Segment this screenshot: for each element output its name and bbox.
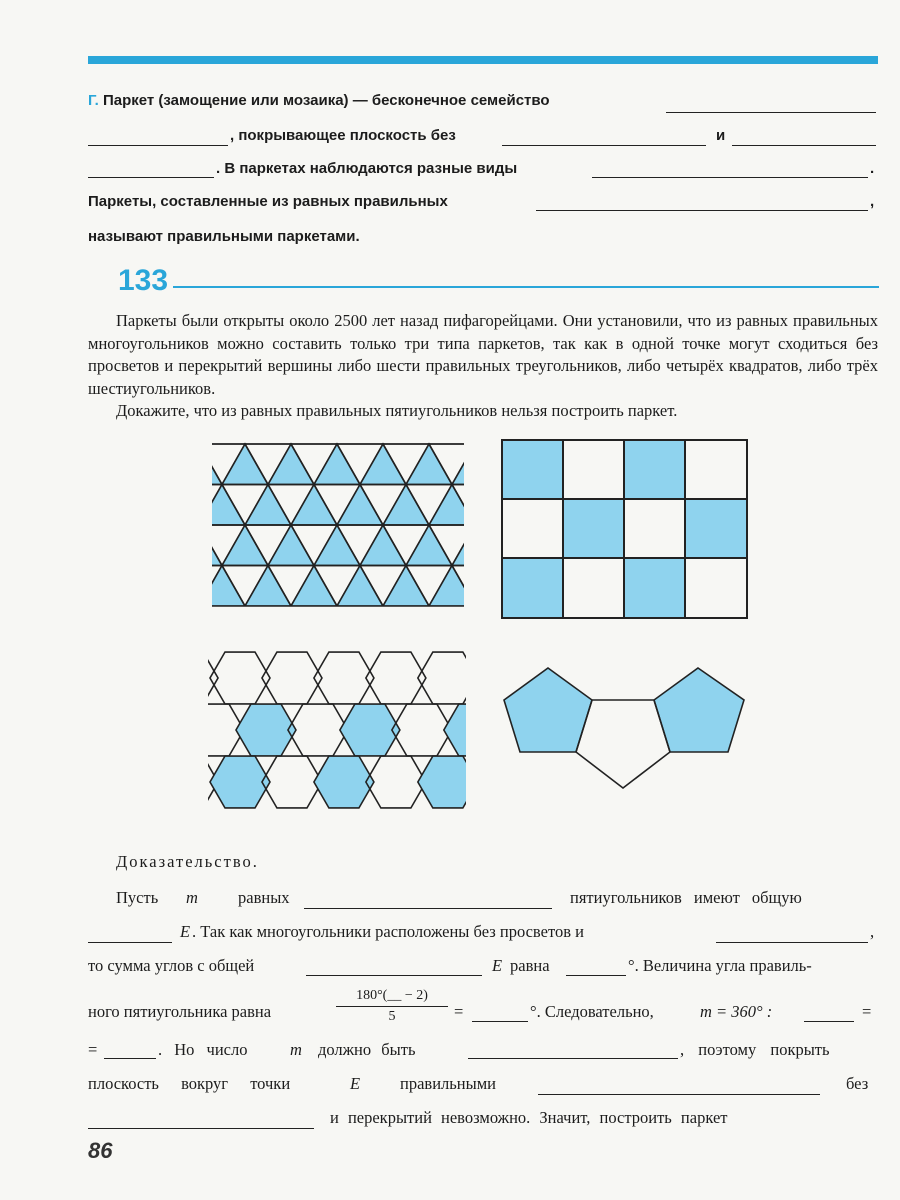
tile-triangle [360, 444, 406, 485]
task-paragraph-2: Докажите, что из равных правильных пятиугольников нельзя построить паркет. [116, 401, 678, 420]
tile-triangle [210, 485, 245, 526]
tile-hexagon [392, 704, 452, 756]
tile-hexagon [236, 704, 296, 756]
blank-field[interactable] [304, 908, 552, 909]
blank-field[interactable] [88, 1128, 314, 1129]
fraction-bar [336, 1006, 448, 1007]
proof-line1-b: равных [238, 888, 290, 907]
proof-line6-b: правильными [400, 1074, 496, 1093]
tile-triangle [406, 525, 452, 566]
section-g-line4: Паркеты, составленные из равных правильных [88, 193, 448, 210]
tile-triangle [314, 444, 360, 485]
blank-field[interactable] [566, 975, 626, 976]
section-g-line5: называют правильными паркетами. [88, 228, 360, 245]
proof-line6-a: плоскость вокруг точки [88, 1074, 291, 1093]
fraction-denominator: 5 [388, 1009, 396, 1024]
pentagon-figure [498, 662, 750, 792]
blank-field[interactable] [536, 210, 868, 211]
proof-line5-b: . Но число [158, 1040, 248, 1059]
proof-line7-a: и перекрытий невозможно. Значит, построить паркет [330, 1108, 728, 1127]
proof-line2-b: . Так как многоугольники расположены без просветов и [192, 922, 584, 941]
blank-field[interactable] [104, 1058, 156, 1059]
comma: , [870, 922, 875, 941]
tile-triangle [314, 525, 360, 566]
tile-triangle [291, 566, 337, 607]
var-m: m [186, 888, 198, 907]
tile-hexagon [444, 704, 468, 756]
tile-triangle [452, 444, 466, 485]
tile-hexagon [366, 652, 426, 704]
proof-line5-c: должно быть [318, 1040, 416, 1059]
proof-line3-a: то сумма углов с общей [88, 956, 255, 975]
proof-title: Доказательство. [116, 852, 259, 871]
tile-hexagon [314, 652, 374, 704]
tile-hexagon [262, 756, 322, 808]
blank-field[interactable] [592, 177, 868, 178]
proof-line4-a: ного пятиугольника равна [88, 1002, 272, 1021]
var-e: E [350, 1074, 361, 1093]
section-g-line3: . В паркетах наблюдаются разные виды [216, 160, 518, 177]
section-g-line2: , покрывающее плоскость без [230, 127, 456, 144]
tile-triangle [337, 485, 383, 526]
blank-field[interactable] [468, 1058, 678, 1059]
proof-line5-d: , поэтому покрыть [680, 1040, 830, 1059]
blank-field[interactable] [716, 942, 868, 943]
comma: , [870, 193, 875, 210]
proof-line3-c: °. Величина угла правиль- [628, 956, 812, 975]
var-e: E [492, 956, 503, 975]
tile-hexagon [210, 756, 270, 808]
task-number-rule [173, 286, 879, 288]
proof-line6-c: без [846, 1074, 869, 1093]
equals: = [862, 1002, 872, 1021]
tile-triangle [268, 444, 314, 485]
proof-line1-c: пятиугольников имеют общую [570, 888, 802, 907]
section-g-line1: Г. Паркет (замощение или мозаика) — бесконечное семейство [88, 92, 550, 109]
tile-triangle [245, 566, 291, 607]
tile-hexagon [366, 756, 426, 808]
tile-triangle [337, 566, 383, 607]
tile-hexagon [340, 704, 400, 756]
fraction [336, 988, 448, 1025]
hexagon-tiling-figure [206, 648, 468, 814]
blank-field[interactable] [88, 145, 228, 146]
section-g-and: и [716, 127, 726, 144]
page-number: 86 [88, 1138, 113, 1163]
blank-field[interactable] [732, 145, 876, 146]
period: . [870, 160, 875, 177]
blank-field[interactable] [306, 975, 482, 976]
blank-field[interactable] [88, 177, 214, 178]
tile-triangle [429, 566, 466, 607]
blank-field[interactable] [88, 942, 172, 943]
tile-triangle [383, 566, 429, 607]
blank-field[interactable] [666, 112, 876, 113]
proof-line3-b: равна [510, 956, 550, 975]
tile-hexagon [210, 652, 270, 704]
tile-triangle [429, 485, 466, 526]
tile-hexagon [206, 652, 218, 704]
tile-hexagon [314, 756, 374, 808]
tile-triangle [245, 485, 291, 526]
tile-hexagon [418, 756, 468, 808]
tile-triangle [222, 444, 268, 485]
tile-triangle [383, 485, 429, 526]
tile-hexagon [288, 704, 348, 756]
square-tiling-figure [500, 438, 750, 620]
tile-triangle [291, 485, 337, 526]
blank-field[interactable] [804, 1021, 854, 1022]
var-m: m [290, 1040, 302, 1059]
blank-field[interactable] [502, 145, 706, 146]
blank-field[interactable] [472, 1021, 528, 1022]
tile-triangle [222, 525, 268, 566]
fraction-numerator: 180°(__ − 2) [356, 988, 428, 1003]
proof-line1-a: Пусть [116, 888, 159, 907]
task-paragraph-1: Паркеты были открыты около 2500 лет назад пифагорейцами. Они установили, что из равных правильных многоугольников можно составить только три типа паркетов, так как в одной точке могут сходиться без просветов и перекрытий вершины либо шести правильных треугольников, либо четырёх квадратов, либо трёх шестиугольников. [88, 311, 878, 398]
equals: = [88, 1040, 98, 1059]
header-rule [88, 56, 878, 64]
tile-triangle [360, 525, 406, 566]
tile-triangle [210, 566, 245, 607]
var-e: E [180, 922, 191, 941]
tile-triangle [210, 444, 222, 485]
section-letter: Г. [88, 92, 99, 109]
task-text [88, 310, 878, 423]
tile-triangle [406, 444, 452, 485]
equals: = [454, 1002, 464, 1021]
tile-hexagon [262, 652, 322, 704]
proof-line4-eq: m = 360° : [700, 1002, 773, 1021]
blank-field[interactable] [538, 1094, 820, 1095]
tile-triangle [268, 525, 314, 566]
tile-triangle [452, 525, 466, 566]
proof-line4-c: °. Следовательно, [530, 1002, 654, 1021]
triangle-tiling-figure [210, 440, 466, 608]
task-number: 133 [118, 264, 169, 297]
tile-triangle [210, 525, 222, 566]
